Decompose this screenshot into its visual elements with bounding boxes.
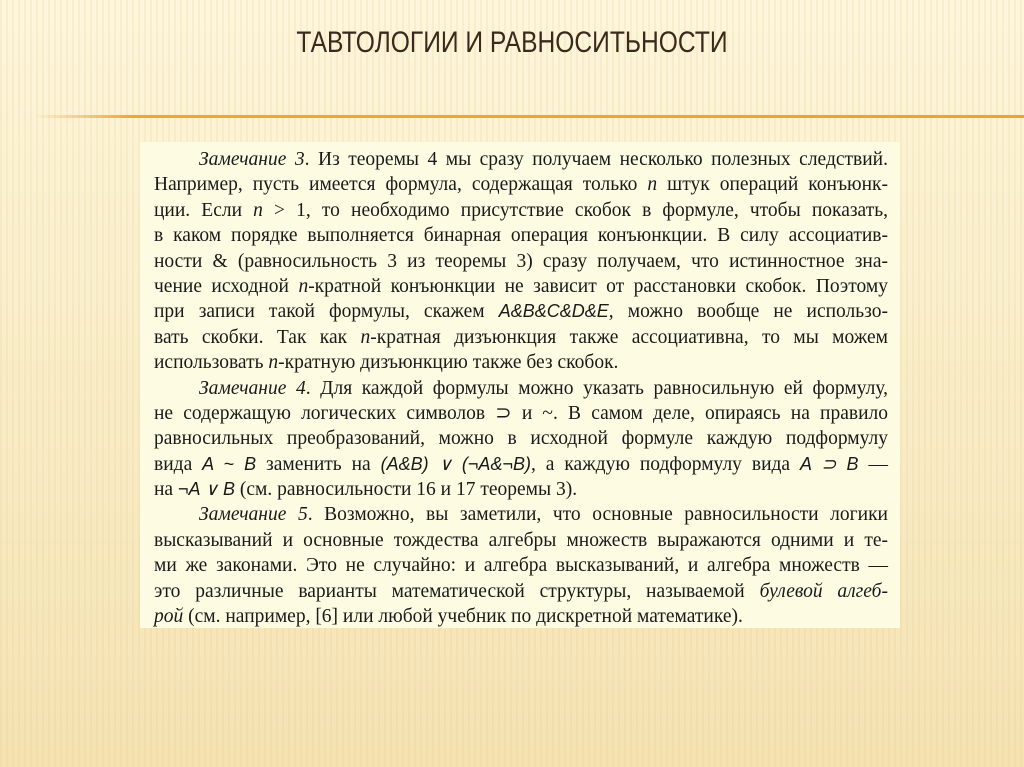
text-segment: ми же законами. Это не случайно: и алгебра высказываний, и алгебра множеств — — [154, 555, 888, 577]
text-line — [154, 401, 888, 426]
text-segment: заменить на — [256, 453, 381, 475]
text-segment: на — [154, 479, 178, 501]
formula: ¬A ∨ B — [177, 479, 236, 500]
text-segment: вида — [154, 453, 203, 475]
text-segment: ности & (равносильность 3 из теоремы 3) сразу получаем, что истинностное зна- — [154, 250, 888, 272]
text-segment: не содержащую логических символов ⊃ и ~. В самом деле, опираясь на правило — [154, 402, 888, 424]
italic-text: n — [647, 174, 658, 196]
text-segment: равносильных преобразований, можно в исходной формуле каждую подформулу — [154, 428, 888, 450]
text-line — [154, 452, 888, 477]
text-line — [154, 147, 888, 172]
text-segment: . Возможно, вы заметили, что основные равносильности логики — [307, 504, 888, 526]
text-line — [154, 198, 888, 223]
title-divider — [33, 115, 1024, 118]
text-segment: вать скобки. Так как — [154, 326, 361, 348]
text-segment: , а каждую подформулу вида — [530, 453, 801, 475]
text-segment: чение исходной — [154, 275, 299, 297]
italic-text: n — [268, 352, 279, 374]
italic-text: n — [298, 275, 309, 297]
formula: (A&B) ∨ (¬A&¬B) — [380, 453, 531, 474]
text-segment: использовать — [154, 352, 269, 374]
text-line — [154, 325, 888, 350]
text-line — [154, 299, 888, 324]
text-line — [154, 604, 888, 629]
text-segment: — — [858, 453, 888, 475]
italic-text: Замечание 4 — [199, 377, 306, 399]
formula: A&B&C&D&E — [498, 301, 609, 322]
italic-text: Замечание 5 — [199, 504, 308, 526]
text-line — [154, 172, 888, 197]
text-segment: . Из теоремы 4 мы сразу получаем несколько полезных следствий. — [304, 149, 888, 170]
text-segment: Например, пусть имеется формула, содержащая только — [154, 174, 648, 196]
text-line — [154, 274, 888, 299]
text-segment: ции. Если — [154, 199, 254, 221]
formula: A ⊃ B — [800, 453, 859, 474]
text-line — [154, 528, 888, 553]
text-segment: при записи такой формулы, скажем — [154, 301, 499, 323]
italic-text: Замечание 3 — [199, 149, 305, 170]
text-segment: штук операций конъюнк- — [657, 174, 888, 196]
text-segment: -кратной конъюнкции не зависит от расстановки скобок. Поэтому — [308, 275, 889, 297]
text-segment: в каком порядке выполняется бинарная операция конъюнкции. В силу ассоциатив- — [154, 225, 888, 247]
text-line — [154, 350, 888, 375]
text-segment: это различные варианты математической структуры, называемой — [154, 580, 760, 602]
text-line — [154, 223, 888, 248]
text-line — [154, 502, 888, 527]
text-segment: (см. например, [6] или любой учебник по дискретной математике). — [183, 606, 743, 628]
text-segment: , можно вообще не использо- — [608, 301, 889, 323]
italic-text: рой — [154, 606, 184, 628]
italic-text: n — [360, 326, 371, 348]
text-line — [154, 553, 888, 578]
text-segment: -кратную дизъюнкцию также без скобок. — [278, 352, 619, 374]
formula: A ~ B — [202, 453, 257, 474]
text-segment: -кратная дизъюнкция также ассоциативна, то мы можем — [370, 326, 888, 348]
scanned-text-image — [140, 142, 900, 628]
italic-text: булевой алгеб- — [759, 580, 888, 602]
italic-text: n — [253, 199, 263, 221]
text-line — [154, 477, 888, 502]
text-line — [154, 426, 888, 451]
text-line — [154, 579, 888, 604]
text-segment: > 1, то необходимо присутствие скобок в формуле, чтобы показать, — [262, 199, 888, 221]
slide-title: ТАВТОЛОГИИ И РАВНОСИТЬНОСТИ — [296, 26, 728, 59]
text-segment: высказываний и основные тождества алгебры множеств выражаются одними и те- — [154, 529, 888, 551]
text-segment: . Для каждой формулы можно указать равносильную ей формулу, — [305, 377, 888, 399]
text-segment: (см. равносильности 16 и 17 теоремы 3). — [235, 479, 578, 501]
text-line — [154, 249, 888, 274]
text-line — [154, 376, 888, 401]
